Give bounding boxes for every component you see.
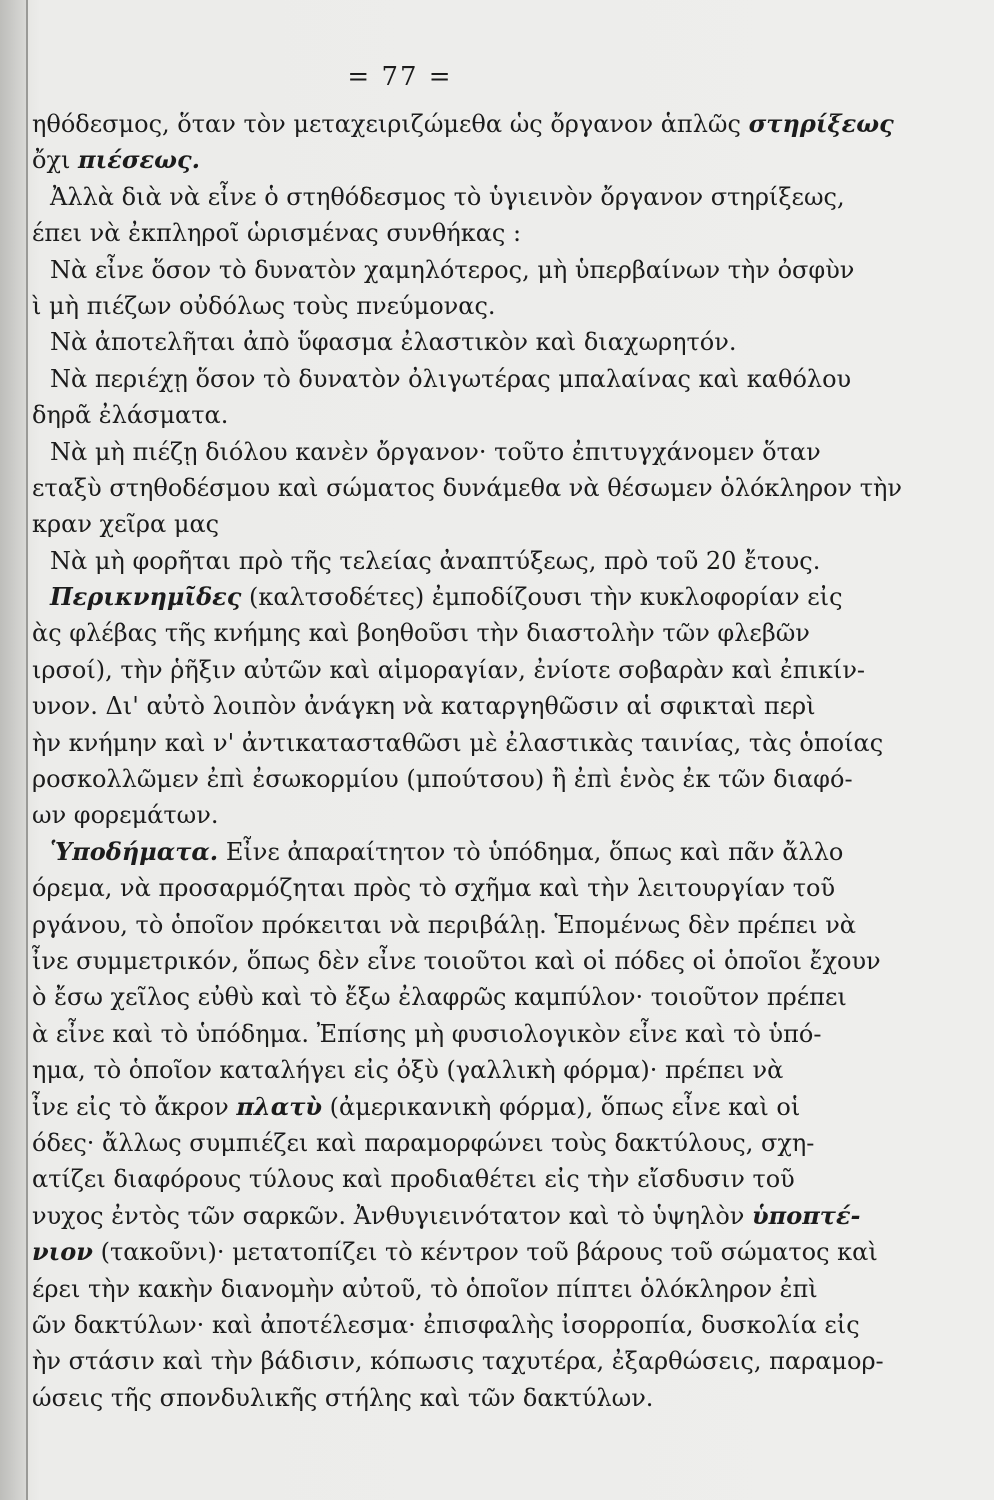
text-line [32, 834, 852, 870]
emphasized-term: ὑποπτέ- [752, 1200, 861, 1230]
text-line [32, 907, 857, 943]
line-text: υνον. Δι' αὐτὸ λοιπὸν ἀνάγκη νὰ καταργηθῶσιν αἱ σφικταὶ περὶ [32, 692, 816, 721]
text-line [32, 652, 866, 688]
line-text: ὰ εἶνε καὶ τὸ ὑπόδημα. Ἐπίσης μὴ φυσιολογικὸν εἶνε καὶ τὸ ὑπό- [32, 1019, 822, 1048]
text-line [32, 979, 852, 1015]
text-line [32, 470, 903, 506]
line-text: Νὰ μὴ πιέζῃ διόλου κανὲν ὄργανον· τοῦτο ἐπιτυγχάνομεν ὅταν [50, 437, 821, 466]
line-text: ιρσοί), τὴν ῥῆξιν αὐτῶν καὶ αἱμοραγίαν, ἐνίοτε σοβαρὰν καὶ ἐπικίν- [32, 655, 866, 684]
text-line [32, 1343, 884, 1379]
page-number: = 77 = [347, 62, 453, 92]
text-line [32, 579, 852, 615]
line-text: ὰς φλέβας τῆς κνήμης καὶ βοηθοῦσι τὴν διαστολὴν τῶν φλεβῶν [32, 619, 810, 648]
emphasized-term: πλατὺ [236, 1091, 322, 1121]
text-line [32, 725, 884, 761]
line-text: ὶ μὴ πιέζων οὐδόλως τοὺς πνεύμονας. [32, 291, 496, 320]
line-text: όρεμα, νὰ προσαρμόζηται πρὸς τὸ σχῆμα καὶ τὴν λειτουργίαν τοῦ [32, 874, 836, 903]
line-text: Εἶνε ἀπαραίτητον τὸ ὑπόδημα, ὅπως καὶ πᾶν ἄλλο [225, 837, 844, 866]
line-text: ροσκολλῶμεν ἐπὶ ἐσωκορμίου (μπούτσου) ἢ ἐπὶ ἑνὸς ἐκ τῶν διαφό- [32, 765, 853, 794]
line-text: ῶν δακτύλων· καὶ ἀποτέλεσμα· ἐπισφαλὴς ἰσορροπία, δυσκολία εἰς [32, 1310, 860, 1339]
emphasized-term: νιον [32, 1237, 93, 1267]
text-line [32, 324, 852, 360]
text-line [32, 1380, 852, 1416]
text-line [32, 1052, 852, 1088]
text-line [32, 1307, 860, 1343]
line-text: Νὰ μὴ φορῆται πρὸ τῆς τελείας ἀναπτύξεως, πρὸ τοῦ 20 ἔτους. [50, 546, 821, 575]
text-line [32, 506, 852, 542]
text-line [32, 434, 852, 470]
text-line [32, 361, 852, 397]
text-line [32, 215, 852, 251]
emphasized-term: στηρίξεως [748, 109, 894, 138]
text-line [32, 1089, 852, 1125]
text-line [32, 397, 852, 433]
emphasized-term: πιέσεως. [78, 145, 200, 175]
line-text: Νὰ εἶνε ὅσον τὸ δυνατὸν χαμηλότερος, μὴ ὑπερβαίνων τὴν ὀσφὺν [50, 255, 855, 284]
line-text: ατίζει διαφόρους τύλους καὶ προδιαθέτει εἰς τὴν εἴσδυσιν τοῦ [32, 1165, 795, 1194]
line-text: δηρᾶ ἐλάσματα. [32, 401, 229, 430]
line-text: ηθόδεσμος, ὅταν τὸν μεταχειριζώμεθα ὡς ὄργανον ἁπλῶς [32, 110, 741, 138]
line-text: εταξὺ στηθοδέσμου καὶ σώματος δυνάμεθα νὰ θέσωμεν ὁλόκληρον τὴν [32, 473, 903, 502]
line-text: έρει τὴν κακὴν διανομὴν αὐτοῦ, τὸ ὁποῖον πίπτει ὁλόκληρον ἐπὶ [32, 1274, 818, 1303]
body-text [32, 106, 903, 1416]
text-line [32, 288, 852, 324]
line-text: (καλτσοδέτες) ἐμποδίζουσι τὴν κυκλοφορίαν εἰς [248, 583, 843, 612]
line-text: ὴν στάσιν καὶ τὴν βάδισιν, κόπωσις ταχυτέρα, ἐξαρθώσεις, παραμορ- [32, 1347, 884, 1376]
text-line [32, 106, 894, 142]
text-line [32, 252, 855, 288]
line-text: (τακοῦνι)· μετατοπίζει τὸ κέντρον τοῦ βάρους τοῦ σώματος καὶ [100, 1238, 878, 1267]
line-text: ὸ ἔσω χεῖλος εὐθὺ καὶ τὸ ἔξω ἐλαφρῶς καμπύλον· τοιοῦτον πρέπει [32, 983, 847, 1012]
line-text: νυχος ἐντὸς τῶν σαρκῶν. Ἀνθυγιεινότατον καὶ τὸ ὑψηλὸν [32, 1201, 745, 1230]
emphasized-term: Περικνημῖδες [50, 582, 242, 612]
line-text: κραν χεῖρα μας [32, 510, 220, 539]
page-gutter [0, 0, 28, 1500]
line-text: Ἀλλὰ διὰ νὰ εἶνε ὁ στηθόδεσμος τὸ ὑγιεινὸν ὄργανον στηρίξεως, [50, 182, 845, 211]
text-line [32, 615, 852, 651]
text-line [32, 1234, 878, 1270]
text-line [32, 943, 881, 979]
line-text: (ἀμερικανικὴ φόρμα), ὅπως εἶνε καὶ οἱ [329, 1092, 801, 1121]
line-text: ὄχι [32, 146, 71, 175]
text-line [32, 1016, 852, 1052]
line-text: ημα, τὸ ὁποῖον καταλήγει εἰς ὀξὺ (γαλλικὴ φόρμα)· πρέπει νὰ [32, 1056, 784, 1085]
line-text: ὴν κνήμην καὶ ν' ἀντικατασταθῶσι μὲ ἐλαστικὰς ταινίας, τὰς ὁποίας [32, 728, 884, 757]
text-line [32, 761, 852, 797]
text-line [32, 797, 852, 833]
text-line [32, 142, 852, 178]
line-text: όδες· ἄλλως συμπιέζει καὶ παραμορφώνει τοὺς δακτύλους, σχη- [32, 1128, 815, 1157]
line-text: ώσεις τῆς σπονδυλικῆς στήλης καὶ τῶν δακτύλων. [32, 1383, 654, 1412]
text-line [32, 870, 852, 906]
text-line [32, 688, 852, 724]
line-text: έπει νὰ ἐκπληροῖ ὡρισμένας συνθήκας : [32, 219, 522, 248]
text-line [32, 179, 852, 215]
text-line [32, 1271, 852, 1307]
text-line [32, 1161, 852, 1197]
text-line [32, 1125, 852, 1161]
line-text: ἶνε εἰς τὸ ἄκρον [32, 1092, 229, 1121]
text-line [32, 1198, 861, 1234]
emphasized-term: Ὑποδήματα. [50, 836, 219, 866]
line-text: ἶνε συμμετρικόν, ὅπως δὲν εἶνε τοιοῦτοι καὶ οἱ πόδες οἱ ὁποῖοι ἔχουν [32, 946, 881, 975]
text-line [32, 543, 852, 579]
line-text: Νὰ ἀποτελῆται ἀπὸ ὕφασμα ἐλαστικὸν καὶ διαχωρητόν. [50, 328, 737, 357]
line-text: ων φορεμάτων. [32, 801, 219, 830]
line-text: Νὰ περιέχῃ ὅσον τὸ δυνατὸν ὀλιγωτέρας μπαλαίνας καὶ καθόλου [50, 364, 852, 393]
line-text: ργάνου, τὸ ὁποῖον πρόκειται νὰ περιβάλῃ. Ἑπομένως δὲν πρέπει νὰ [32, 910, 857, 939]
